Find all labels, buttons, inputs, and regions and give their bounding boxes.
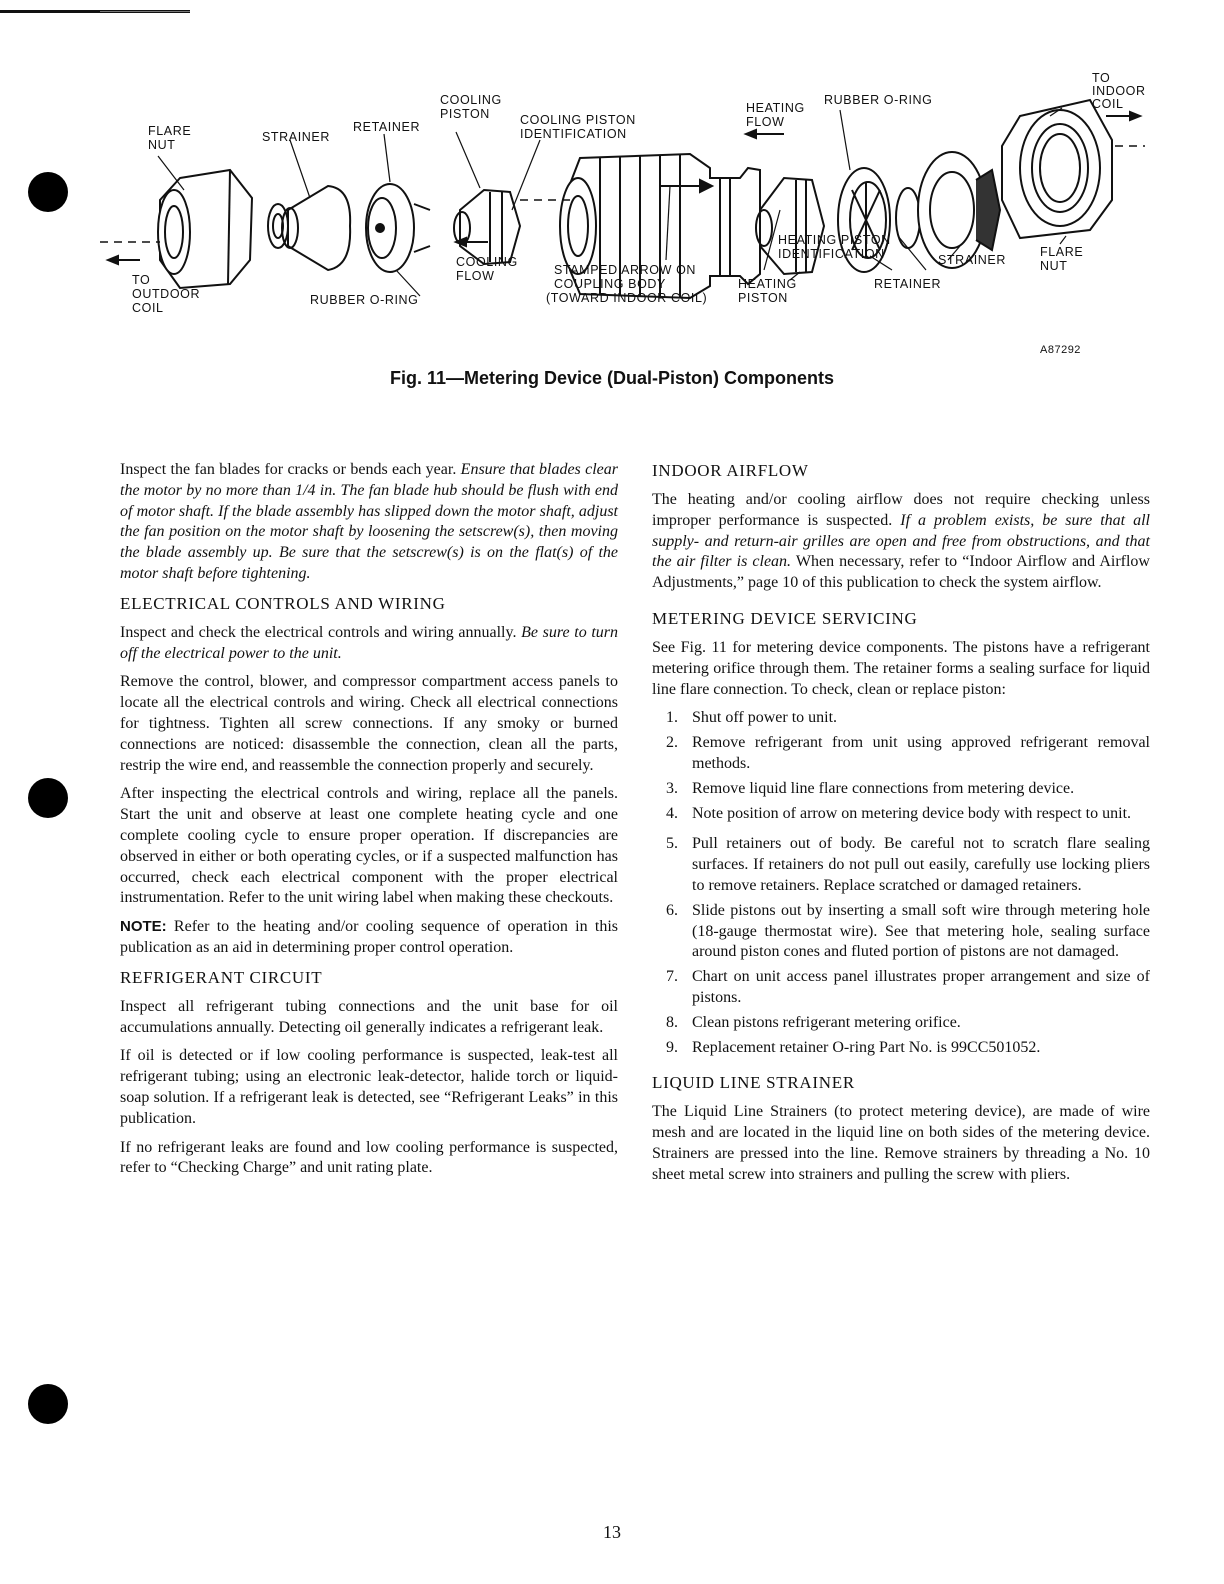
refrigerant-circuit-heading: REFRIGERANT CIRCUIT: [120, 967, 323, 987]
refrigerant-paragraph-3: If no refrigerant leaks are found and low cooling performance is suspected, refer to “Checking Charge” and unit rating plate.: [120, 1138, 618, 1177]
metering-intro-paragraph: See Fig. 11 for metering device components. The pistons have a refrigerant metering orifice through them. The retainer forms a sealing surface for liquid line flare connection. To check, clean or replace piston:: [652, 638, 1150, 698]
label-heating-piston: HEATING PISTON: [738, 277, 797, 305]
refrigerant-paragraph-2: If oil is detected or if low cooling performance is suspected, leak-test all refrigerant tubing; using an electronic leak-detector, halide torch or liquid-soap solution. If a refrigerant leak is detected, see “Refrigerant Leaks” in this publication.: [120, 1047, 618, 1127]
list-item: 1. Shut off power to unit.: [666, 709, 838, 727]
indoor-airflow-paragraph: The heating and/or cooling airflow does not require checking unless improper performance is suspected. If a problem exists, be sure that all supply- and return-air grilles are open and free from obstructions, and that the air filter is clean. When necessary, refer to “Indoor Airflow and Airflow Adjustments,” page 10 of this publication to check the system airflow.: [652, 491, 1150, 592]
label-rubber-oring-left: RUBBER O-RING: [310, 293, 419, 307]
list-item: 6. Slide pistons out by inserting a small soft wire through metering hole (18-gauge thermostat wire). See that metering hole, sealing surface around piston cones and fluted portion of pistons are not damaged.: [666, 901, 1150, 961]
list-item: 8. Clean pistons refrigerant metering orifice.: [666, 1013, 961, 1031]
list-item: 2. Remove refrigerant from unit using approved refrigerant removal methods.: [666, 734, 1150, 772]
figure-caption: Fig. 11—Metering Device (Dual-Piston) Components: [389, 368, 835, 388]
electrical-controls-heading: ELECTRICAL CONTROLS AND WIRING: [120, 593, 446, 613]
list-item: 3. Remove liquid line flare connections from metering device.: [666, 779, 1075, 797]
binder-hole-middle: [28, 778, 68, 818]
label-retainer-left: RETAINER: [353, 120, 421, 134]
metering-device-diagram: [100, 60, 1160, 360]
left-column: [120, 460, 618, 1187]
strainer-right-part: [918, 152, 1000, 268]
cooling-piston-part: [454, 190, 520, 264]
label-to-outdoor-coil: TO OUTDOOR COIL: [132, 273, 201, 315]
label-heating-piston-identification: HEATING PISTON IDENTIFICATION: [778, 233, 891, 261]
note-paragraph: NOTE: Refer to the heating and/or cooling sequence of operation in this publication as an aid in determining proper control operation.: [120, 918, 618, 956]
indoor-airflow-heading: INDOOR AIRFLOW: [652, 461, 809, 480]
metering-device-heading: METERING DEVICE SERVICING: [652, 608, 918, 628]
label-rubber-oring-right: RUBBER O-RING: [824, 93, 933, 107]
liquid-line-strainer-paragraph: The Liquid Line Strainers (to protect metering device), are made of wire mesh and are located in the liquid line on both sides of the metering device. Strainers are pressed into the line. Remove strainers by threading a No. 10 sheet metal screw into strainers and pulling the screw with pliers.: [652, 1103, 1150, 1183]
label-stamped-arrow: STAMPED ARROW ON COUPLING BODY (TOWARD INDOOR COIL): [546, 263, 708, 305]
right-column: [652, 460, 1150, 1194]
refrigerant-paragraph-1: Inspect all refrigerant tubing connections and the unit base for oil accumulations annually. Detecting oil generally indicates a refrigerant leak.: [120, 997, 618, 1036]
list-item: 9. Replacement retainer O-ring Part No. is 99CC501052.: [666, 1038, 1041, 1056]
electrical-paragraph-3: After inspecting the electrical controls and wiring, replace all the panels. Start the unit and observe at least one complete heating cycle and one complete cooling cycle to ensure proper operation. If discrepancies are observed in either or both operating cycles, or if a suspected malfunction has occurred, check each electrical component with the proper electrical instrumentation. Refer to the unit wiring label when making these checkouts.: [120, 785, 618, 907]
liquid-line-strainer-heading: LIQUID LINE STRAINER: [652, 1073, 855, 1093]
label-flare-nut-left: FLARE NUT: [148, 124, 192, 152]
list-item: 4. Note position of arrow on metering device body with respect to unit.: [666, 804, 1132, 822]
top-rule-thin: [100, 11, 190, 12]
list-item: 7. Chart on unit access panel illustrates proper arrangement and size of pistons.: [666, 968, 1150, 1006]
list-item: 5. Pull retainers out of body. Be careful not to scratch flare sealing surfaces. If retainers do not pull out easily, carefully use locking pliers to remove retainers. Replace scratched or damaged retainers.: [666, 835, 1150, 894]
flare-nut-right-part: [1002, 100, 1112, 238]
label-cooling-piston-identification: COOLING PISTON IDENTIFICATION: [520, 113, 636, 141]
electrical-paragraph-2: Remove the control, blower, and compressor compartment access panels to locate all the electrical controls and wiring. Check all electrical connections for tightness. Tighten all screw connections. If any smoky or burned connections are noticed: disassemble the connection, clean all the parts, restrip the wire end, and reassemble the connection properly and securely.: [120, 673, 618, 774]
rubber-oring-right-part: [896, 188, 920, 248]
label-retainer-right: RETAINER: [874, 277, 942, 291]
label-flare-nut-right: FLARE NUT: [1040, 245, 1084, 273]
note-label: NOTE:: [120, 918, 167, 936]
metering-steps-list: [652, 708, 1150, 1058]
label-cooling-piston: COOLING PISTON: [440, 93, 502, 121]
flare-nut-left-part: [158, 170, 252, 288]
label-heating-flow: HEATING FLOW: [746, 101, 805, 129]
binder-hole-top: [28, 172, 68, 212]
label-cooling-flow: COOLING FLOW: [456, 255, 518, 283]
label-to-indoor-coil: TO INDOOR COIL: [1092, 71, 1146, 111]
strainer-left-part: [282, 186, 350, 270]
label-strainer-left: STRAINER: [262, 130, 331, 144]
page-number: 13: [603, 1522, 621, 1542]
electrical-paragraph-1: Inspect and check the electrical controls and wiring annually. Be sure to turn off the electrical power to the unit.: [120, 623, 619, 662]
fan-blade-paragraph: Inspect the fan blades for cracks or bends each year. Ensure that blades clear the motor by no more than 1/4 in. The fan blade hub should be flush with end of motor shaft. If the blade assembly has slipped down the motor shaft, adjust the fan position on the motor shaft by loosening the setscrew(s), then moving the blade assembly up. Be sure that the setscrew(s) is on the flat(s) of the motor shaft before tightening.: [120, 461, 618, 582]
label-strainer-right: STRAINER: [938, 253, 1007, 267]
binder-hole-bottom: [28, 1384, 68, 1424]
retainer-left-part: [366, 184, 430, 272]
figure-code: A87292: [1040, 344, 1081, 356]
